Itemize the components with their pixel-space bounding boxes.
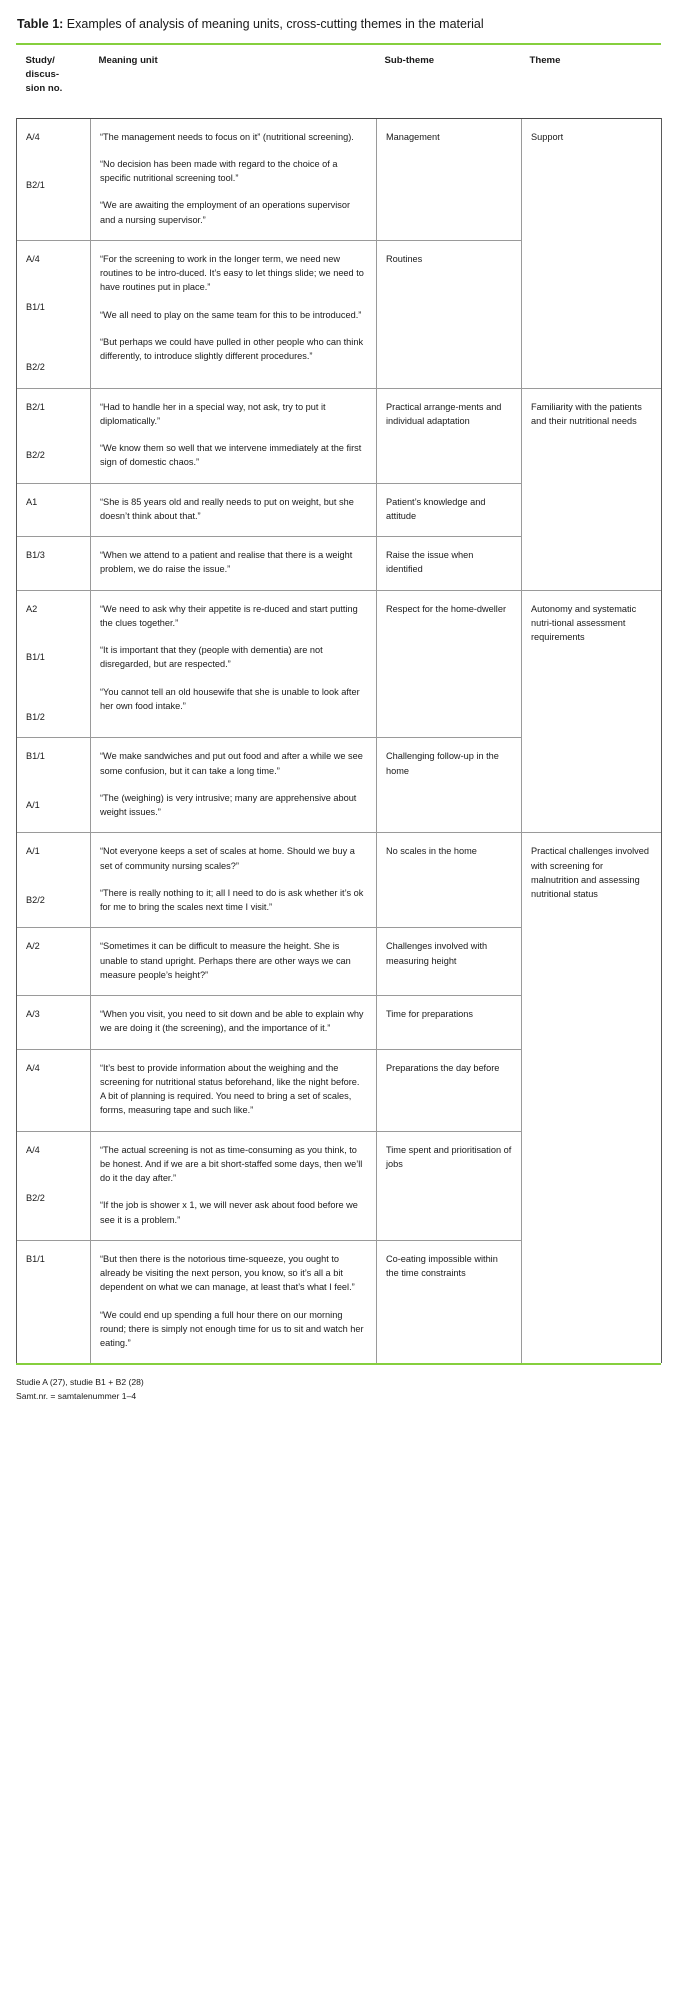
cell-theme <box>522 1131 662 1240</box>
cell-meaning-unit <box>91 833 377 928</box>
study-no-spacer <box>26 414 88 448</box>
table-row <box>17 1049 662 1131</box>
cell-theme: Familiarity with the patients and their nutritional needs <box>522 388 662 483</box>
header-line-2: discus- <box>25 68 60 80</box>
meaning-unit-quote: “It’s best to provide information about the weighing and the screening for nutritional status beforehand, like the night before. A bit of planning is required. You need to bring a set of scales, forms, measuring tape and such like.” <box>100 1062 360 1116</box>
table-row <box>17 240 662 388</box>
header-line-3: sion no. <box>25 82 63 94</box>
study-no-label: B1/1 <box>26 751 45 762</box>
cell-theme <box>522 537 662 591</box>
analysis-table <box>16 45 662 1363</box>
study-no-spacer <box>26 266 88 300</box>
cell-study-no <box>17 388 91 483</box>
meaning-unit-quote: “The management needs to focus on it” (nutritional screening). <box>100 131 354 142</box>
column-header-theme: Theme <box>529 54 561 66</box>
cell-study-no <box>17 118 91 240</box>
cell-sub-theme: Management <box>377 118 522 240</box>
study-no-label: A/3 <box>26 1009 40 1020</box>
study-no-label: B1/2 <box>26 712 45 723</box>
cell-study-no <box>17 1049 91 1131</box>
table-footnotes <box>16 1365 661 1404</box>
cell-meaning-unit <box>91 483 377 537</box>
study-no-label: A/4 <box>26 1062 40 1073</box>
table-caption-text: Examples of analysis of meaning units, cross-cutting themes in the material <box>63 17 484 31</box>
cell-study-no <box>17 1131 91 1240</box>
study-no-label: B1/3 <box>26 550 45 561</box>
cell-theme: Autonomy and systematic nutri-tional assessment requirements <box>522 590 662 738</box>
study-no-label: B2/1 <box>26 401 45 412</box>
cell-meaning-unit <box>91 1240 377 1363</box>
cell-study-no <box>17 738 91 833</box>
meaning-unit-quote: “For the screening to work in the longer term, we need new routines to be intro-duced. It’s easy to let things slide; we need to have routines put in place.” <box>100 253 364 293</box>
study-no-label: A/4 <box>26 131 40 142</box>
cell-meaning-unit <box>91 590 377 738</box>
study-no-label: A/1 <box>26 846 40 857</box>
meaning-unit-quote: “Sometimes it can be difficult to measure the height. She is unable to stand upright. Perhaps there are other ways we can measure people’s height?” <box>100 941 351 980</box>
table-row <box>17 833 662 928</box>
table-head <box>17 45 662 118</box>
cell-theme: Support <box>522 118 662 240</box>
study-no-label: B1/1 <box>26 651 45 662</box>
study-no-spacer <box>26 616 88 650</box>
study-no-label: B2/2 <box>26 894 45 905</box>
cell-theme <box>522 483 662 537</box>
cell-study-no <box>17 996 91 1050</box>
cell-sub-theme: Challenges involved with measuring height <box>377 928 522 996</box>
cell-theme <box>522 1049 662 1131</box>
study-no-label: A/1 <box>26 799 40 810</box>
cell-theme <box>522 738 662 833</box>
table-row <box>17 996 662 1050</box>
cell-sub-theme: Respect for the home-dweller <box>377 590 522 738</box>
meaning-unit-quote: “If the job is shower x 1, we will never ask about food before we see it is a problem.” <box>100 1200 358 1225</box>
column-header-study-no <box>17 45 91 118</box>
cell-meaning-unit <box>91 240 377 388</box>
cell-sub-theme: Time for preparations <box>377 996 522 1050</box>
study-no-label: A/2 <box>26 941 40 952</box>
study-no-label: A/4 <box>26 1144 40 1155</box>
study-no-spacer <box>26 859 88 893</box>
cell-meaning-unit <box>91 996 377 1050</box>
study-no-label: B2/2 <box>26 362 45 373</box>
meaning-unit-quote: “We could end up spending a full hour there on our morning round; there is simply not enough time for us to sit and watch her eating.” <box>100 1309 364 1349</box>
study-no-label: B1/1 <box>26 302 45 313</box>
footnote-line-2: Samt.nr. = samtalenummer 1–4 <box>16 1391 137 1402</box>
cell-theme <box>522 240 662 388</box>
study-no-spacer <box>26 764 88 798</box>
cell-meaning-unit <box>91 537 377 591</box>
table-row <box>17 118 662 240</box>
table-row <box>17 537 662 591</box>
column-header-meaning-unit: Meaning unit <box>98 54 158 66</box>
cell-theme <box>522 1240 662 1363</box>
cell-meaning-unit <box>91 388 377 483</box>
cell-meaning-unit <box>91 118 377 240</box>
cell-study-no <box>17 1240 91 1363</box>
footnote-line-1: Studie A (27), studie B1 + B2 (28) <box>16 1377 144 1388</box>
table-body <box>17 118 662 1363</box>
cell-theme <box>522 928 662 996</box>
cell-study-no <box>17 833 91 928</box>
cell-theme: Practical challenges involved with screening for malnutrition and assessing nutritional status <box>522 833 662 928</box>
meaning-unit-quote: “We all need to play on the same team for this to be introduced.” <box>100 309 362 320</box>
table-row <box>17 1131 662 1240</box>
cell-meaning-unit <box>91 1049 377 1131</box>
meaning-unit-quote: “When you visit, you need to sit down and be able to explain why we are doing it (the screening), and the importance of it.” <box>100 1009 364 1034</box>
table-row <box>17 590 662 738</box>
meaning-unit-quote: “The (weighing) is very intrusive; many are apprehensive about weight issues.” <box>100 792 357 818</box>
study-no-label: A1 <box>26 496 38 507</box>
study-no-spacer <box>26 314 88 360</box>
study-no-label: A2 <box>26 603 38 614</box>
table-row <box>17 388 662 483</box>
cell-study-no <box>17 240 91 388</box>
cell-meaning-unit <box>91 928 377 996</box>
study-no-spacer <box>26 664 88 710</box>
table-row <box>17 1240 662 1363</box>
table-caption <box>16 0 661 41</box>
meaning-unit-quote: “There is really nothing to it; all I need to do is ask whether it’s ok for me to bring the scales next time I visit.” <box>100 887 364 913</box>
meaning-unit-quote: “When we attend to a patient and realise that there is a weight problem, we do raise the issue.” <box>100 550 353 575</box>
table-row <box>17 738 662 833</box>
meaning-unit-quote: “But then there is the notorious time-squeeze, you ought to already be visiting the next person, you know, so it’s all a bit dependent on what we can manage, at least that’s what I feel.” <box>100 1253 355 1293</box>
header-row <box>17 45 662 118</box>
meaning-unit-quote: “The actual screening is not as time-consuming as you think, to be honest. And if we are a bit short-staffed some days, then we’ll do it the day after.” <box>100 1144 363 1184</box>
cell-sub-theme: Challenging follow-up in the home <box>377 738 522 833</box>
cell-study-no <box>17 537 91 591</box>
meaning-unit-quote: “We make sandwiches and put out food and after a while we see some confusion, but it can take a long time.” <box>100 751 363 776</box>
cell-study-no <box>17 483 91 537</box>
cell-meaning-unit <box>91 1131 377 1240</box>
meaning-unit-quote: “We need to ask why their appetite is re-duced and start putting the clues together.” <box>100 603 358 628</box>
cell-sub-theme: No scales in the home <box>377 833 522 928</box>
study-no-label: B2/1 <box>26 179 45 190</box>
study-no-label: B1/1 <box>26 1253 45 1264</box>
meaning-unit-quote: “She is 85 years old and really needs to put on weight, but she doesn’t think about that.” <box>100 496 354 521</box>
meaning-unit-quote: “We know them so well that we intervene immediately at the first sign of domestic chaos.” <box>100 443 362 468</box>
meaning-unit-quote: “But perhaps we could have pulled in other people who can think differently, to introduce slightly different procedures.” <box>100 336 364 362</box>
meaning-unit-quote: “Had to handle her in a special way, not ask, try to put it diplomatically.” <box>100 401 326 426</box>
cell-sub-theme: Practical arrange-ments and individual adaptation <box>377 388 522 483</box>
cell-sub-theme: Co-eating impossible within the time constraints <box>377 1240 522 1363</box>
cell-meaning-unit <box>91 738 377 833</box>
header-line-1: Study/ <box>25 54 55 66</box>
cell-sub-theme: Patient’s knowledge and attitude <box>377 483 522 537</box>
study-no-label: B2/2 <box>26 449 45 460</box>
cell-theme <box>522 996 662 1050</box>
meaning-unit-quote: “Not everyone keeps a set of scales at home. Should we buy a set of community nursing scales?” <box>100 846 355 871</box>
cell-sub-theme: Raise the issue when identified <box>377 537 522 591</box>
meaning-unit-quote: “You cannot tell an old housewife that she is unable to look after her own food intake.” <box>100 686 360 711</box>
study-no-spacer <box>26 1157 88 1191</box>
meaning-unit-quote: “No decision has been made with regard to the choice of a specific nutritional screening tool.” <box>100 158 338 184</box>
table-row <box>17 483 662 537</box>
study-no-label: A/4 <box>26 253 40 264</box>
cell-study-no <box>17 928 91 996</box>
study-no-spacer <box>26 144 88 178</box>
meaning-unit-quote: “We are awaiting the employment of an operations supervisor and a nursing supervisor.” <box>100 200 351 225</box>
cell-sub-theme: Routines <box>377 240 522 388</box>
column-header-sub-theme: Sub-theme <box>384 54 435 66</box>
table-caption-label: Table 1: <box>17 17 64 31</box>
table-row <box>17 928 662 996</box>
cell-sub-theme: Preparations the day before <box>377 1049 522 1131</box>
study-no-label: B2/2 <box>26 1192 45 1203</box>
cell-study-no <box>17 590 91 738</box>
cell-sub-theme: Time spent and prioritisation of jobs <box>377 1131 522 1240</box>
meaning-unit-quote: “It is important that they (people with dementia) are not disregarded, but are respected.” <box>100 645 323 670</box>
